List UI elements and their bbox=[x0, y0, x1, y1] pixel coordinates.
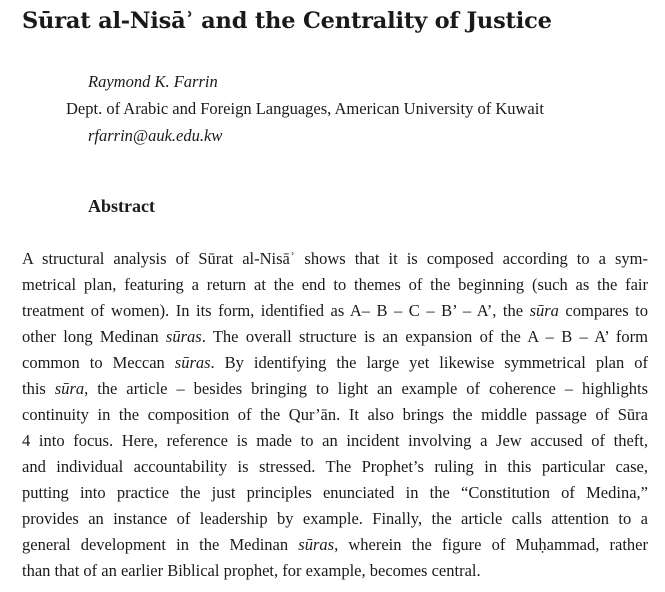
abstract-italic-term: sūras bbox=[165, 327, 202, 346]
abstract-line bbox=[22, 532, 648, 558]
abstract-text: other long Medinan bbox=[22, 327, 166, 346]
abstract-heading: Abstract bbox=[88, 196, 155, 216]
author-name: Raymond K. Farrin bbox=[88, 72, 218, 91]
paper-title: Sūrat al-Nisāʾ and the Centrality of Justice bbox=[22, 8, 552, 34]
abstract-line bbox=[22, 324, 648, 350]
abstract-line bbox=[22, 480, 648, 506]
abstract-line bbox=[22, 558, 648, 584]
abstract-text: common to Meccan bbox=[22, 353, 175, 372]
abstract-text: general development in the Medinan bbox=[22, 535, 299, 554]
abstract-text: and individual accountability is stressed. The Prophet’s ruling in this particular case, bbox=[22, 457, 648, 476]
abstract-body bbox=[22, 246, 648, 584]
author-block bbox=[66, 68, 544, 149]
abstract-line bbox=[22, 350, 648, 376]
abstract-text: metrical plan, featuring a return at the end to themes of the beginning (such as the fair bbox=[22, 275, 648, 294]
abstract-italic-term: sūras bbox=[174, 353, 211, 372]
abstract-line bbox=[22, 272, 648, 298]
abstract-text: . By identifying the large yet likewise symmetrical plan of bbox=[210, 353, 648, 372]
abstract-text: than that of an earlier Biblical prophet, for example, becomes central. bbox=[22, 561, 481, 580]
abstract-text: treatment of women). In its form, identified as A– B – C – B’ – A’, the bbox=[22, 301, 530, 320]
abstract-italic-term: sūras bbox=[298, 535, 335, 554]
abstract-text: , the article – besides bringing to light an example of coherence – highlights bbox=[84, 379, 648, 398]
abstract-text: continuity in the composition of the Qur’ān. It also brings the middle passage of Sūra bbox=[22, 405, 648, 424]
abstract-line bbox=[22, 454, 648, 480]
abstract-text: . The overall structure is an expansion of the A – B – A’ form bbox=[201, 327, 648, 346]
abstract-line bbox=[22, 298, 648, 324]
abstract-line bbox=[22, 246, 648, 272]
abstract-line bbox=[22, 506, 648, 532]
abstract-text: provides an instance of leadership by example. Finally, the article calls attention to a bbox=[22, 509, 648, 528]
abstract-line bbox=[22, 402, 648, 428]
abstract-text: compares to bbox=[558, 301, 648, 320]
author-affiliation: Dept. of Arabic and Foreign Languages, American University of Kuwait bbox=[66, 99, 544, 118]
abstract-italic-term: sūra bbox=[54, 379, 85, 398]
abstract-line bbox=[22, 428, 648, 454]
abstract-text: 4 into focus. Here, reference is made to an incident involving a Jew accused of theft, bbox=[22, 431, 648, 450]
abstract-text: A structural analysis of Sūrat al-Nisāʾ shows that it is composed according to a sym- bbox=[22, 249, 648, 268]
abstract-text: this bbox=[22, 379, 55, 398]
abstract-text: , wherein the figure of Muḥammad, rather bbox=[334, 535, 649, 554]
abstract-line bbox=[22, 376, 648, 402]
abstract-text: putting into practice the just principles enunciated in the “Constitution of Medina,” bbox=[22, 483, 648, 502]
author-email[interactable]: rfarrin@auk.edu.kw bbox=[88, 126, 223, 145]
abstract-italic-term: sūra bbox=[529, 301, 559, 320]
